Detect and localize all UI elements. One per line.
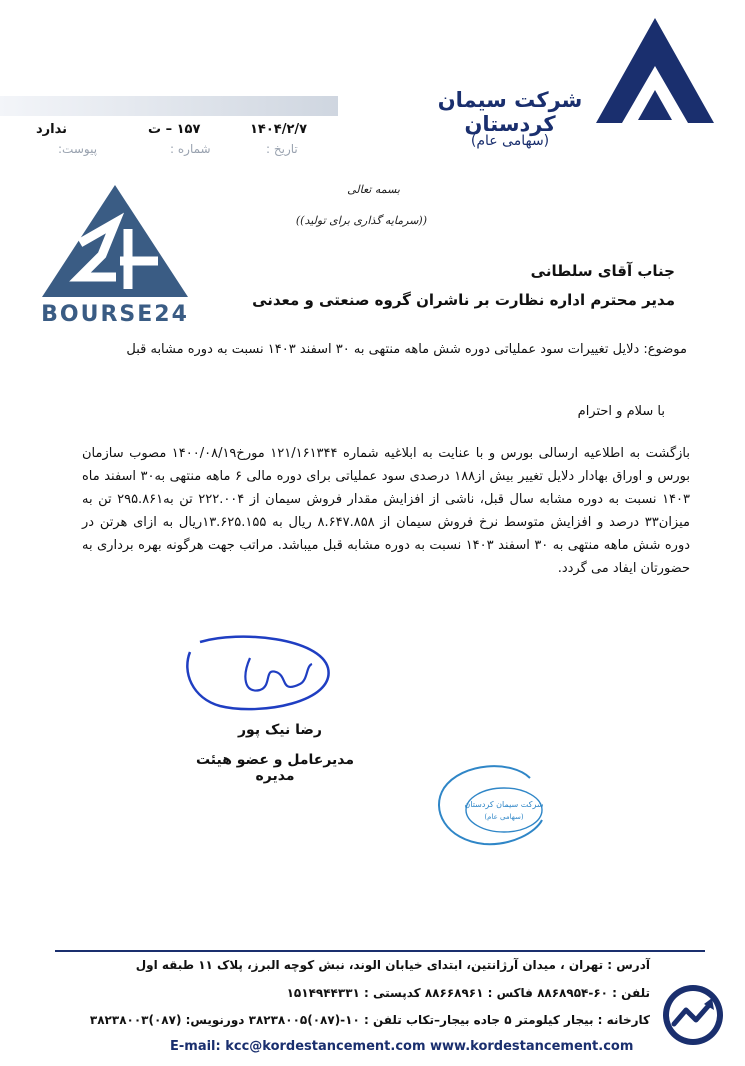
footer-divider: [55, 950, 705, 952]
footer-web[interactable]: E-mail: kcc@kordestancement.com www.kordestancement.com: [170, 1039, 634, 1054]
trend-logo-icon: [662, 984, 724, 1046]
date-label: تاریخ :: [266, 142, 298, 156]
company-stamp-icon: [432, 758, 552, 848]
signer-name: رضا نیک پور: [238, 722, 322, 738]
footer-phone: تلفن : ۶۰-۸۸۶۸۹۵۴ فاکس : ۸۸۶۶۸۹۶۱ کدپستی : ۱۵۱۴۹۴۴۳۳۱: [286, 986, 650, 1000]
addressee-title: مدیر محترم اداره نظارت بر ناشران گروه صنعتی و معدنی: [252, 291, 675, 309]
signature-icon: [180, 632, 340, 718]
invocation: بسمه تعالی: [347, 183, 400, 196]
footer-address: آدرس : تهران ، میدان آرژانتین، ابتدای خیابان الوند، نبش کوچه البرز، پلاک ۱۱ طبقه اول: [135, 958, 650, 972]
number-label: شماره :: [170, 142, 211, 156]
motto: ((سرمایه گذاری برای تولید)): [295, 214, 427, 227]
signer-title: مدیرعامل و عضو هیئت مدیره: [195, 752, 355, 784]
letter-body: بازگشت به اطلاعیه ارسالی بورس و با عنایت به ابلاغیه شماره ۱۲۱/۱۶۱۳۴۴ مورخ۱۴۰۰/۰۸/۱۹ مصوب سازمان بورس و اوراق بهادار دلایل تغییر بیش از۱۸۸ درصدی سود عملیاتی برای دوره مالی ۶ ماهه منتهی به۳۰ اسفند ماه ۱۴۰۳ نسبت به دوره مشابه سال قبل، ناشی از افزایش مقدار فروش سیمان از ۲۲۲.۰۰۴ تن به۲۹۵.۸۶۱ تن به میزان۳۳ درصد و افزایش متوسط نرخ فروش سیمان از ۸.۶۴۷.۸۵۸ ریال به ۱۳.۶۲۵.۱۵۵ریال به ازای هرتن در دوره شش ماهه منتهی به ۳۰ اسفند ۱۴۰۳ نسبت به دوره مشابه قبل میباشد. مراتب جهت هرگونه بهره برداری به حضورتان ایفاد می گردد.: [82, 446, 691, 576]
subject-line: موضوع: دلایل تغییرات سود عملیاتی دوره شش ماهه منتهی به ۳۰ اسفند ۱۴۰۳ نسبت به دوره مشابه قبل: [126, 342, 687, 357]
header-band: [0, 96, 338, 116]
company-logo-icon: [596, 18, 714, 130]
company-type: (سهامی عام): [470, 133, 550, 149]
date-value: ۱۴۰۴/۲/۷: [250, 122, 308, 137]
stamp-line2: (سهامی عام): [484, 813, 524, 821]
stamp-line1: شرکت سیمان کردستان: [464, 800, 544, 809]
bourse24-text: BOURSE24: [41, 302, 189, 327]
attachment-value: ندارد: [36, 122, 68, 137]
attachment-label: پیوست:: [58, 142, 98, 156]
footer-factory: کارخانه : بیجار کیلومتر ۵ جاده بیجار–تکاب تلفن : ۱۰-(۰۸۷)۳۸۲۳۸۰۰۵ دورنویس: (۰۸۷)۳۸۲۳۸۰۰۳: [89, 1013, 650, 1027]
addressee: جناب آقای سلطانی: [530, 262, 675, 280]
salutation: با سلام و احترام: [577, 404, 665, 419]
company-name: شرکت سیمان کردستان: [437, 88, 583, 136]
number-value: ۱۵۷ – ت: [148, 122, 201, 137]
